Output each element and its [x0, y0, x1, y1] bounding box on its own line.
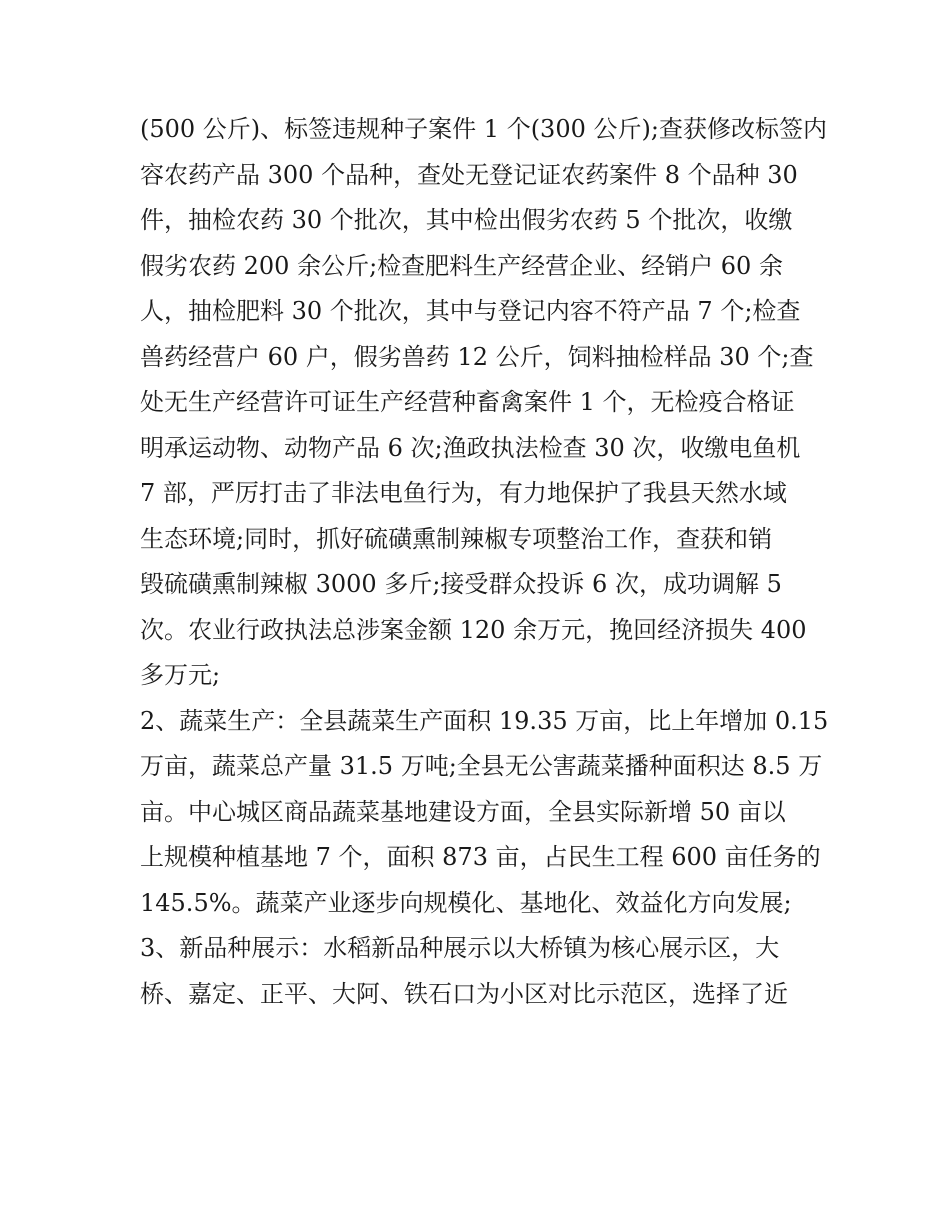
document-body — [140, 107, 830, 1017]
text-line: 生态环境;同时，抓好硫磺熏制辣椒专项整治工作，查获和销 — [140, 524, 773, 553]
text-line: 毁硫磺熏制辣椒 3000 多斤;接受群众投诉 6 次，成功调解 5 — [140, 570, 782, 598]
text-line: 2、蔬菜生产：全县蔬菜生产面积 19.35 万亩，比上年增加 0.15 — [140, 706, 829, 735]
text-line: (500 公斤)、标签违规种子案件 1 个(300 公斤);查获修改标签内 — [140, 115, 827, 143]
text-line: 145.5%。蔬菜产业逐步向规模化、基地化、效益化方向发展; — [140, 888, 792, 917]
text-line: 假劣农药 200 余公斤;检查肥料生产经营企业、经销户 60 余 — [140, 251, 783, 280]
text-line: 件，抽检农药 30 个批次，其中检出假劣农药 5 个批次，收缴 — [140, 206, 793, 234]
text-line: 桥、嘉定、正平、大阿、铁石口为小区对比示范区，选择了近 — [140, 979, 788, 1008]
text-line: 处无生产经营许可证生产经营种畜禽案件 1 个，无检疫合格证 — [140, 388, 795, 416]
text-line: 上规模种植基地 7 个，面积 873 亩，占民生工程 600 亩任务的 — [140, 843, 821, 871]
text-line: 次。农业行政执法总涉案金额 120 余万元，挽回经济损失 400 — [140, 615, 807, 644]
text-line: 7 部，严厉打击了非法电鱼行为，有力地保护了我县天然水域 — [140, 479, 787, 507]
text-line: 人，抽检肥料 30 个批次，其中与登记内容不符产品 7 个;检查 — [140, 297, 801, 325]
text-line: 多万元; — [140, 661, 221, 689]
text-line: 明承运动物、动物产品 6 次;渔政执法检查 30 次，收缴电鱼机 — [140, 433, 801, 462]
text-line: 容农药产品 300 个品种，查处无登记证农药案件 8 个品种 30 — [140, 160, 798, 189]
text-line: 兽药经营户 60 户，假劣兽药 12 公斤，饲料抽检样品 30 个;查 — [140, 342, 814, 371]
text-line: 亩。中心城区商品蔬菜基地建设方面，全县实际新增 50 亩以 — [140, 797, 786, 826]
text-line: 万亩，蔬菜总产量 31.5 万吨;全县无公害蔬菜播种面积达 8.5 万 — [140, 752, 823, 780]
text-line: 3、新品种展示：水稻新品种展示以大桥镇为核心展示区，大 — [140, 934, 780, 962]
